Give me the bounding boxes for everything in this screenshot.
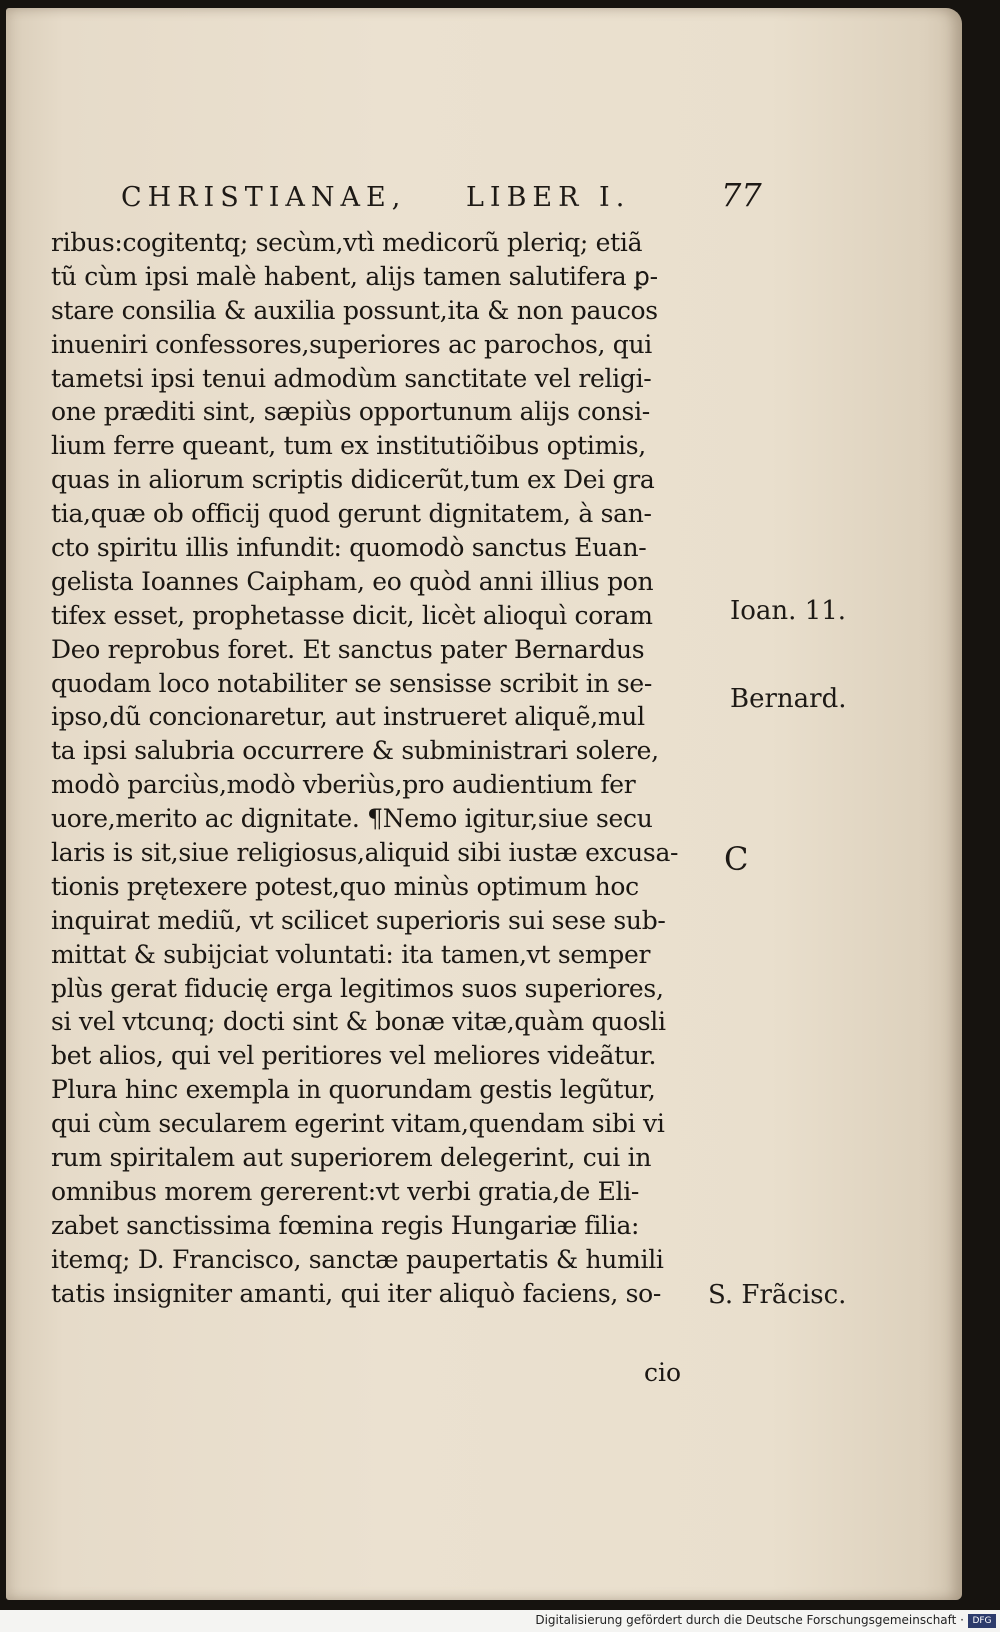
catchword: cio [644,1358,682,1387]
text-line: omnibus morem gererent:vt verbi gratia,de Eli- [51,1176,640,1206]
margin-note-bernard: Bernard. [730,684,847,714]
margin-note-ioan: Ioan. 11. [730,596,847,626]
text-line: quas in aliorum scriptis didicerũt,tum ex Dei gra [51,465,655,495]
margin-note-francisc: S. Frãcisc. [708,1280,847,1310]
book-page [6,8,962,1600]
text-line: tũ cùm ipsi malè habent, alijs tamen salutifera ꝑ- [51,261,658,291]
text-line: one præditi sint, sæpiùs opportunum alijs consi- [51,397,650,427]
text-line: uore,merito ac dignitate. ¶Nemo igitur,siue secu [51,804,653,834]
running-head [121,176,781,216]
text-line: itemq; D. Francisco, sanctæ paupertatis & humili [51,1244,664,1274]
text-line: laris is sit,siue religiosus,aliquid sibi iustæ excusa- [51,838,679,868]
text-line: zabet sanctissima fœmina regis Hungariæ filia: [51,1210,640,1240]
text-line: rum spiritalem aut superiorem delegerint, cui in [51,1143,652,1173]
text-line: tifex esset, prophetasse dicit, licèt alioquì coram [51,600,653,630]
text-line: tatis insigniter amanti, qui iter aliquò faciens, so- [51,1278,662,1308]
text-line: qui cùm secularem egerint vitam,quendam sibi vi [51,1109,665,1139]
footer-credit: Digitalisierung gefördert durch die Deutsche Forschungsgemeinschaft · [535,1613,964,1627]
running-head-title: CHRISTIANAE, [121,182,407,213]
text-line: Deo reprobus foret. Et sanctus pater Bernardus [51,634,645,664]
dfg-logo-icon: DFG [968,1614,996,1628]
text-line: modò parciùs,modò vberiùs,pro audientium fer [51,770,636,800]
text-line: ipso,dũ concionaretur, aut instrueret aliquẽ,mul [51,702,645,732]
text-line: bet alios, qui vel peritiores vel meliores videãtur. [51,1041,657,1071]
text-line: mittat & subijciat voluntati: ita tamen,vt semper [51,939,651,969]
text-line: lium ferre queant, tum ex institutiõibus optimis, [51,431,646,461]
text-line: Plura hinc exempla in quorundam gestis legũtur, [51,1075,656,1105]
text-line: inueniri confessores,superiores ac parochos, qui [51,329,653,359]
text-line: tametsi ipsi tenui admodùm sanctitate vel religi- [51,363,652,393]
text-line: gelista Ioannes Caipham, eo quòd anni illius pon [51,566,654,596]
running-head-book: LIBER I. [466,182,631,213]
text-line: inquirat mediũ, vt scilicet superioris sui sese sub- [51,905,666,935]
text-line: cto spiritu illis infundit: quomodò sanctus Euan- [51,533,647,563]
folio-number: 77 [721,176,762,214]
text-line: ribus:cogitentq; secùm,vtì medicorũ pleriq; etiã [51,228,643,257]
text-line: tionis prętexere potest,quo minùs optimum hoc [51,871,639,901]
text-line: si vel vtcunq; docti sint & bonæ vitæ,quàm quosli [51,1007,666,1037]
margin-note-section-letter: C [724,840,749,878]
body-text [51,226,711,1311]
text-line: ta ipsi salubria occurrere & subministrari solere, [51,736,659,766]
text-line: tia,quæ ob officij quod gerunt dignitatem, à san- [51,499,652,529]
text-line: plùs gerat fiducię erga legitimos suos superiores, [51,973,664,1003]
text-line: quodam loco notabiliter se sensisse scribit in se- [51,668,653,698]
text-line: stare consilia & auxilia possunt,ita & non paucos [51,295,658,325]
digitization-footer [0,1610,1000,1632]
